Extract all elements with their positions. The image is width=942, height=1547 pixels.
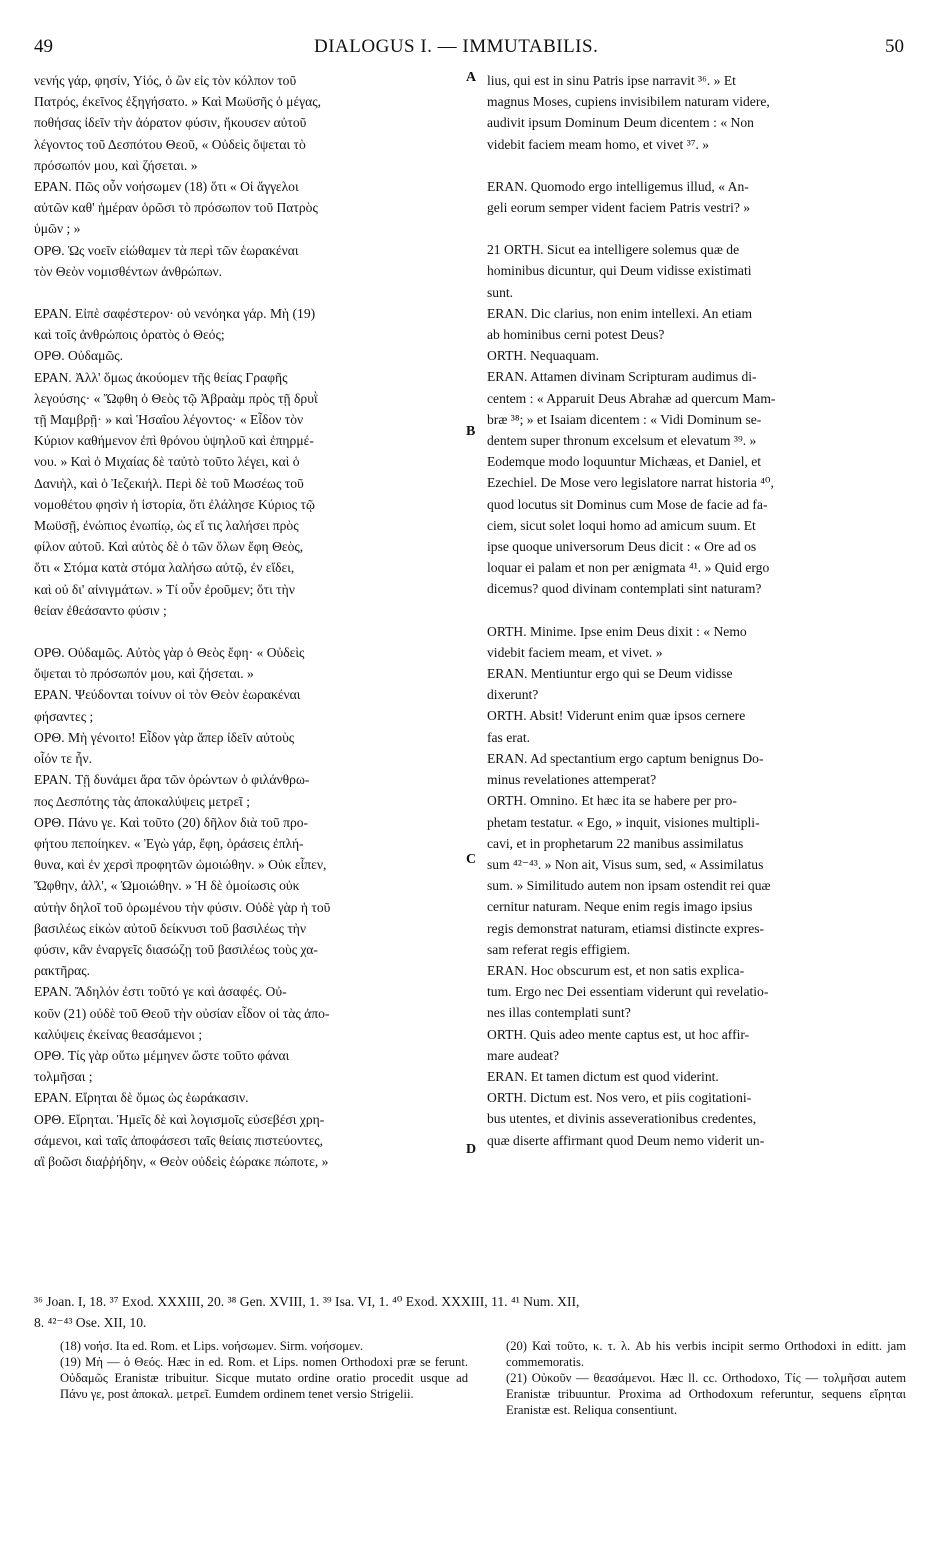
margin-letter-d: D	[466, 1142, 477, 1157]
latin-text-line: ERAN. Hoc obscurum est, et non satis explica-	[487, 962, 745, 978]
greek-text-line: καὶ οὐ δι' αἰνιγμάτων. » Τί οὖν ἐροῦμεν; ὅτι τὴν	[34, 581, 295, 597]
latin-text-line: ERAN. Mentiuntur ergo qui se Deum vidisse	[487, 666, 733, 682]
greek-text-line: ΕΡΑΝ. Ψεύδονται τοίνυν οἱ τὸν Θεὸν ἑωρακέναι	[34, 687, 301, 703]
footnote-references	[34, 1291, 904, 1333]
margin-letter-c: C	[466, 852, 477, 867]
latin-text-line	[487, 600, 907, 621]
greek-text-line: ΟΡΘ. Πάνυ γε. Καὶ τοῦτο (20) δῆλον διὰ τοῦ προ-	[34, 814, 309, 830]
latin-text-line: dicemus? quod divinam contemplati sint naturam?	[487, 581, 762, 597]
greek-text-line: φήτου πεποίηκεν. « Ἐγὼ γάρ, ἔφη, ὁράσεις ἐπλή-	[34, 835, 304, 851]
running-header	[34, 36, 904, 62]
editor-note: (20) Καὶ τοῦτο, κ. τ. λ. Ab his verbis incipit sermo Orthodoxi in editt. jam commemoratis.	[506, 1339, 906, 1369]
editor-notes-right	[506, 1338, 906, 1418]
latin-text-line: tum. Ergo nec Dei essentiam viderunt qui revelatio-	[487, 984, 769, 1000]
greek-text-line: οἷόν τε ἦν.	[34, 751, 93, 767]
greek-text-line: ΟΡΘ. Μὴ γένοιτο! Εἶδον γὰρ ἅπερ ἰδεῖν αὐτοὺς	[34, 729, 295, 745]
latin-column	[487, 70, 907, 1151]
greek-text-line: ὄψεται τὸ πρόσωπόν μου, καὶ ζήσεται. »	[34, 666, 254, 682]
greek-text-line: κοῦν (21) οὐδὲ τοῦ Θεοῦ τὴν οὐσίαν εἶδον οἱ τὰς ἀπο-	[34, 1005, 330, 1021]
greek-text-line: τὸν Θεὸν νομισθέντων ἀνθρώπων.	[34, 263, 223, 279]
latin-text-line: ab hominibus cerni potest Deus?	[487, 327, 665, 343]
greek-text-line: σάμενοι, καὶ ταῖς ἀποφάσεσι ταῖς θείαις πιστεύοντες,	[34, 1132, 324, 1148]
latin-text-line: phetam testatur. « Ego, » inquit, visiones multipli-	[487, 814, 760, 830]
latin-text-line: ORTH. Minime. Ipse enim Deus dixit : « Nemo	[487, 623, 747, 639]
greek-text-line	[34, 621, 462, 642]
latin-text-line: regis demonstrat naturam, etiamsi distincte expres-	[487, 920, 765, 936]
latin-text-line: cernitur naturam. Neque enim regis imago ipsius	[487, 899, 753, 915]
greek-text-line: φύσιν, κἂν ἐναργεῖς διασώζῃ τοῦ βασιλέως τοὺς χα-	[34, 941, 318, 957]
greek-text-line: νου. » Καὶ ὁ Μιχαίας δὲ ταὐτὸ τοῦτο λέγει, καὶ ὁ	[34, 454, 300, 470]
latin-text-line: ORTH. Absit! Viderunt enim quæ ipsos cernere	[487, 708, 746, 724]
greek-text-line: Πατρός, ἐκεῖνος ἐξηγήσατο. » Καὶ Μωϋσῆς ὁ μέγας,	[34, 94, 322, 110]
latin-text-line: bus utentes, et divinis asseverationibus credentes,	[487, 1111, 757, 1127]
greek-text-line: ΟΡΘ. Οὐδαμῶς. Αὐτὸς γὰρ ὁ Θεὸς ἔφη· « Οὐδεὶς	[34, 645, 305, 661]
footnote-reference-line: ³⁶ Joan. I, 18. ³⁷ Exod. XXXIII, 20. ³⁸ Gen. XVIII, 1. ³⁹ Isa. VI, 1. ⁴⁰ Exod. XXXIII, 11. ⁴¹ Num. XII,	[34, 1294, 580, 1309]
greek-text-line: ΟΡΘ. Τίς γὰρ οὕτω μέμηνεν ὥστε τοῦτο φάναι	[34, 1047, 290, 1063]
latin-text-line: dentem super thronum excelsum et elevatum ³⁹. »	[487, 433, 757, 449]
latin-text-line: ORTH. Omnino. Et hæc ita se habere per pro-	[487, 793, 737, 809]
greek-text-line: ποθήσας ἰδεῖν τὴν ἀόρατον φύσιν, ἤκουσεν αὐτοῦ	[34, 115, 307, 131]
greek-text-line: αὐτῶν καθ' ἡμέραν ὁρῶσι τὸ πρόσωπον τοῦ Πατρὸς	[34, 200, 318, 216]
latin-text-line: ERAN. Et tamen dictum est quod viderint.	[487, 1068, 719, 1084]
latin-text-line	[487, 218, 907, 239]
greek-text-line: τῇ Μαμβρῇ· » καὶ Ἡσαΐου λέγοντος· « Εἶδον τὸν	[34, 412, 304, 428]
latin-text-line: ORTH. Quis adeo mente captus est, ut hoc affir-	[487, 1026, 750, 1042]
greek-text-line: πρόσωπόν μου, καὶ ζήσεται. »	[34, 157, 198, 173]
latin-text-line: sunt.	[487, 284, 514, 300]
latin-text-line: loquar ei palam et non per ænigmata ⁴¹. » Quid ergo	[487, 560, 770, 576]
greek-text-line: λεγούσης· « Ὤφθη ὁ Θεὸς τῷ Ἀβραὰμ πρὸς τῇ δρυῒ	[34, 390, 318, 406]
latin-text-line: ERAN. Dic clarius, non enim intellexi. An etiam	[487, 305, 753, 321]
latin-text-line: hominibus dicuntur, qui Deum vidisse existimati	[487, 263, 752, 279]
editor-note: (18) νοήσ. Ita ed. Rom. et Lips. νοήσωμεν. Sirm. νοήσομεν.	[60, 1339, 364, 1353]
page-number-left: 49	[34, 36, 53, 57]
latin-text-line	[487, 155, 907, 176]
running-title: DIALOGUS I. — IMMUTABILIS.	[314, 36, 599, 57]
latin-text-line: ERAN. Attamen divinam Scripturam audimus di-	[487, 369, 757, 385]
latin-text-line: ciem, sicut solet loqui homo ad amicum suum. Et	[487, 517, 756, 533]
greek-text-line: καλύψεις ἐκείνας θεασάμενοι ;	[34, 1026, 203, 1042]
greek-text-line: ΕΡΑΝ. Πῶς οὖν νοήσωμεν (18) ὅτι « Οἱ ἄγγελοι	[34, 179, 299, 195]
greek-text-line: ΟΡΘ. Εἴρηται. Ἡμεῖς δὲ καὶ λογισμοῖς εὐσεβέσι χρη-	[34, 1111, 325, 1127]
greek-text-line: νενής γάρ, φησίν, Υἱός, ὁ ὢν εἰς τὸν κόλπον τοῦ	[34, 73, 297, 88]
margin-letter-b: B	[466, 424, 476, 439]
latin-text-line: ERAN. Quomodo ergo intelligemus illud, « An-	[487, 178, 749, 194]
latin-text-line: sam referat regis effigiem.	[487, 941, 631, 957]
latin-text-line: sum ⁴²⁻⁴³. » Non ait, Visus sum, sed, « Assimilatus	[487, 856, 764, 872]
latin-text-line: minus revelationes attemperat?	[487, 772, 657, 788]
latin-text-line: ERAN. Ad spectantium ergo captum benignus Do-	[487, 750, 764, 766]
greek-text-line: καὶ τοῖς ἀνθρώποις ὁρατὸς ὁ Θεός;	[34, 327, 225, 343]
greek-column	[34, 70, 462, 1172]
greek-text-line: φίλον αὐτοῦ. Καὶ αὐτὸς δὲ ὁ τῶν ὅλων ἔφη Θεὸς,	[34, 539, 304, 555]
greek-text-line: ΕΡΑΝ. Ἀλλ' ὅμως ἀκούομεν τῆς θείας Γραφῆς	[34, 369, 288, 385]
latin-text-line: Ezechiel. De Mose vero legislatore narrat historia ⁴⁰,	[487, 475, 774, 491]
greek-text-line: αὐτὴν δηλοῖ τοῦ ὁρωμένου τὴν φύσιν. Οὐδὲ γὰρ ἡ τοῦ	[34, 899, 331, 915]
greek-text-line: λέγοντος τοῦ Δεσπότου Θεοῦ, « Οὐδεὶς ὄψεται τὸ	[34, 136, 306, 152]
greek-text-line: ὅτι « Στόμα κατὰ στόμα λαλήσω αὐτῷ, ἐν εἴδει,	[34, 560, 295, 576]
greek-text-line: ΕΡΑΝ. Τῇ δυνάμει ἄρα τῶν ὁρώντων ὁ φιλάνθρω-	[34, 772, 310, 788]
latin-text-line: videbit faciem meam homo, et vivet ³⁷. »	[487, 136, 710, 152]
latin-text-line: magnus Moses, cupiens invisibilem naturam videre,	[487, 94, 770, 110]
margin-letter-a: A	[466, 70, 477, 85]
latin-text-line: geli eorum semper vident faciem Patris vestri? »	[487, 200, 751, 216]
greek-text-line: θυνα, καὶ ἐν χερσὶ προφητῶν ὡμοιώθην. » Οὐκ εἶπεν,	[34, 857, 327, 873]
greek-text-line: Μωϋσῇ, ἐνώπιος ἐνωπίῳ, ὡς εἴ τις λαλήσει πρὸς	[34, 518, 299, 534]
latin-text-line: quod locutus sit Dominus cum Mose de facie ad fa-	[487, 496, 768, 512]
greek-text-line: φήσαντες ;	[34, 708, 94, 724]
latin-text-line: sum. » Similitudo autem non ipsam ostendit rei quæ	[487, 878, 771, 894]
latin-text-line: bræ ³⁸; » et Isaiam dicentem : « Vidi Dominum se-	[487, 411, 762, 427]
greek-text-line: ΕΡΑΝ. Ἄδηλόν ἐστι τοῦτό γε καὶ ἀσαφές. Οὐ-	[34, 984, 287, 1000]
greek-text-line: ὑμῶν ; »	[34, 221, 81, 237]
latin-text-line: 21 ORTH. Sicut ea intelligere solemus quæ de	[487, 242, 740, 258]
latin-text-line: mare audeat?	[487, 1047, 560, 1063]
page-number-right: 50	[885, 36, 904, 57]
greek-text-line: θείαν ἐθεάσαντο φύσιν ;	[34, 602, 167, 618]
latin-text-line: centem : « Apparuit Deus Abrahæ ad quercum Mam-	[487, 390, 776, 406]
latin-text-line: lius, qui est in sinu Patris ipse narravit ³⁶. » Et	[487, 73, 736, 88]
latin-text-line: cavi, et in prophetarum 22 manibus assimilatus	[487, 835, 744, 851]
greek-text-line: νομοθέτου φησὶν ἡ ἱστορία, ὅτι ἐλάλησε Κύριος τῷ	[34, 496, 315, 512]
greek-text-line: αἳ βοῶσι διαῤῥήδην, « Θεὸν οὐδεὶς ἑώρακε πώποτε, »	[34, 1153, 329, 1169]
latin-text-line: audivit ipsum Dominum Deum dicentem : « Non	[487, 115, 754, 131]
latin-text-line: ipse quoque universorum Deus dicit : « Ore ad os	[487, 539, 757, 555]
latin-text-line: dixerunt?	[487, 687, 539, 703]
latin-text-line: fas erat.	[487, 729, 531, 745]
greek-text-line: πος Δεσπότης τὰς ἀποκαλύψεις μετρεῖ ;	[34, 793, 250, 809]
greek-text-line: βασιλέως εἰκὼν αὐτοῦ δείκνυσι τοῦ βασιλέως τὴν	[34, 920, 307, 936]
editor-notes-left	[60, 1338, 468, 1402]
greek-text-line: ΟΡΘ. Οὐδαμῶς.	[34, 348, 124, 364]
latin-text-line: Eodemque modo loquuntur Michæas, et Daniel, et	[487, 454, 762, 470]
greek-text-line: ρακτῆρας.	[34, 963, 91, 979]
latin-text-line: nes illas contemplati sunt?	[487, 1005, 631, 1021]
greek-text-line: Ὤφθην, ἀλλ', « Ὡμοιώθην. » Ἡ δὲ ὁμοίωσις οὐκ	[34, 878, 300, 894]
greek-text-line: τολμῆσαι ;	[34, 1069, 93, 1085]
greek-text-line: ΕΡΑΝ. Εἴρηται δὲ ὅμως ὡς ἑωράκασιν.	[34, 1090, 249, 1106]
greek-text-line	[34, 282, 462, 303]
greek-text-line: ΟΡΘ. Ὡς νοεῖν εἰώθαμεν τὰ περὶ τῶν ἑωρακέναι	[34, 242, 299, 258]
editor-note: (21) Οὐκοῦν — θεασάμενοι. Hæc ll. cc. Orthodoxo, Τίς — τολμῆσαι autem Eranistæ tribuuntur. Proxima ad Orthodoxum referuntur, sequens εἴρηται Eranistæ est. Reliqua consentiunt.	[506, 1371, 906, 1417]
footnote-reference-line: 8. ⁴²⁻⁴³ Ose. XII, 10.	[34, 1315, 147, 1330]
greek-text-line: Δανιὴλ, καὶ ὁ Ἰεζεκιήλ. Περὶ δὲ τοῦ Μωσέως τοῦ	[34, 475, 304, 491]
editor-note: (19) Μὴ — ὁ Θεός. Hæc in ed. Rom. et Lips. nomen Orthodoxi præ se ferunt. Οὐδαμῶς Eranistæ tribuitur. Sicque mutato ordine oratio procedit usque ad Πάνυ γε, post ἀποκαλ. μετρεῖ. Eumdem ordinem tenet versio Strigelii.	[60, 1355, 468, 1401]
latin-text-line: ORTH. Nequaquam.	[487, 348, 600, 364]
greek-text-line: ΕΡΑΝ. Εἰπὲ σαφέστερον· οὐ νενόηκα γάρ. Μὴ (19)	[34, 306, 316, 322]
latin-text-line: videbit faciem meam, et vivet. »	[487, 644, 663, 660]
greek-text-line: Κύριον καθήμενον ἐπὶ θρόνου ὑψηλοῦ καὶ ἐπηρμέ-	[34, 433, 314, 449]
latin-text-line: quæ diserte affirmant quod Deum nemo viderit un-	[487, 1132, 765, 1148]
latin-text-line: ORTH. Dictum est. Nos vero, et piis cogitationi-	[487, 1090, 752, 1106]
